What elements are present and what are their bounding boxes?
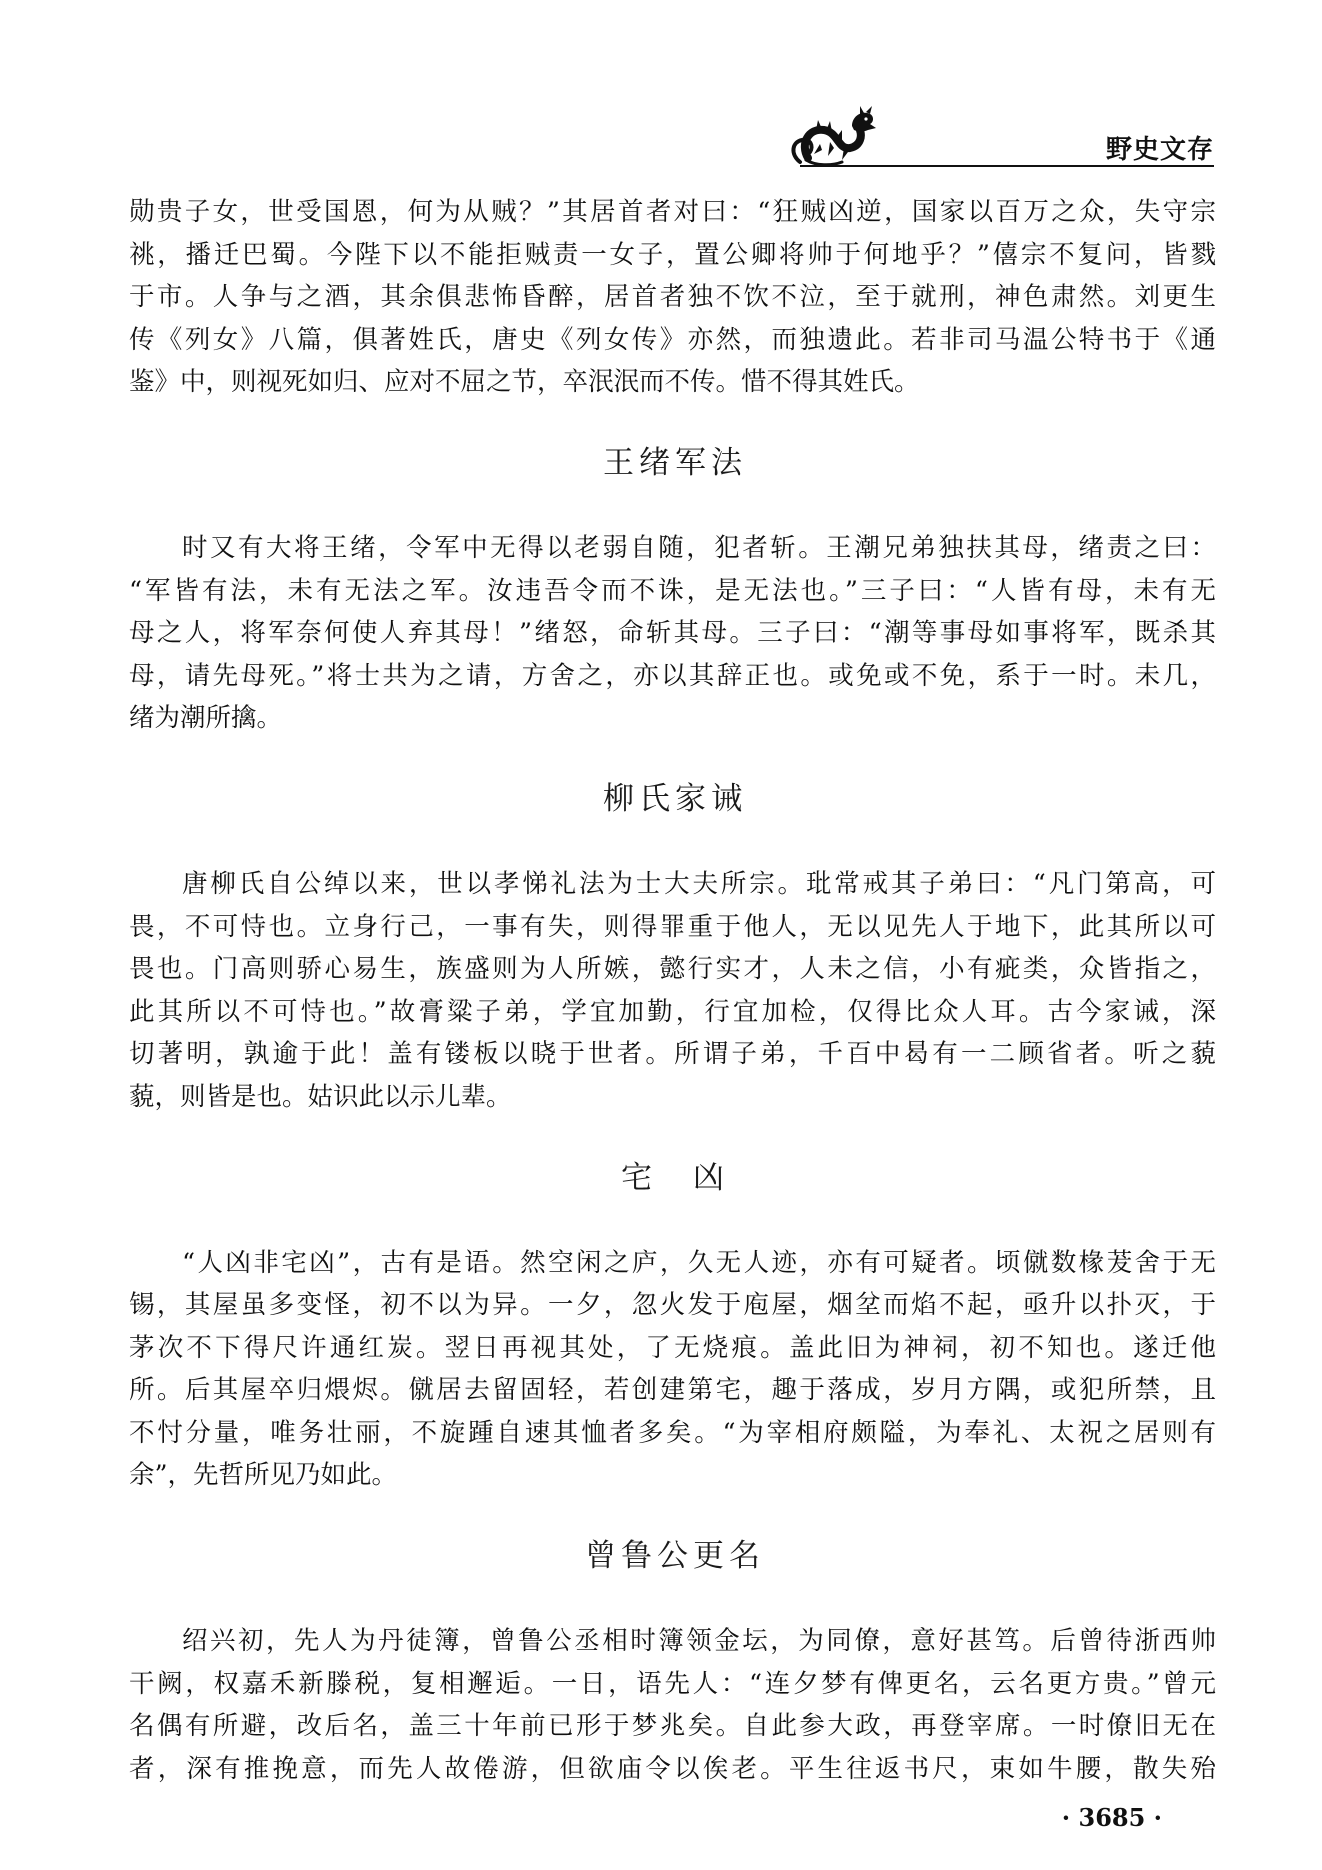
text-line: 鉴》中，则视死如归、应对不屈之节，卒泯泯而不传。惜不得其姓氏。 xyxy=(129,367,920,397)
text-line: 唐柳氏自公绰以来，世以孝悌礼法为士大夫所宗。玭常戒其子弟曰：“凡门第高，可 xyxy=(182,869,1216,899)
text-line: 畏，不可恃也。立身行己，一事有失，则得罪重于他人，无以见先人于地下，此其所以可 xyxy=(129,911,1216,942)
article-section xyxy=(129,191,1216,404)
page-number: · 3685 · xyxy=(1061,1803,1162,1832)
text-line: 茅次不下得尺许通红炭。翌日再视其处，了无烧痕。盖此旧为神祠，初不知也。遂迁他 xyxy=(129,1332,1216,1363)
text-line: 于市。人争与之酒，其余俱悲怖昏醉，居首者独不饮不泣，至于就刑，神色肃然。刘更生 xyxy=(129,282,1216,312)
article-section xyxy=(129,1535,1216,1790)
text-line: 所。后其屋卒归煨烬。僦居去留固轻，若创建第宅，趣于落成，岁月方隅，或犯所禁，且 xyxy=(129,1375,1216,1405)
text-line: 畏也。门高则骄心易生，族盛则为人所嫉，懿行实才，人未之信，小有疵类，众皆指之， xyxy=(129,954,1216,984)
section-title: 柳氏家诫 xyxy=(603,781,747,817)
article-body xyxy=(129,191,1216,1790)
text-line: 母之人，将军奈何使人弃其母！”绪怒，命斩其母。三子曰：“潮等事母如事将军，既杀其 xyxy=(129,618,1216,648)
text-line: “军皆有法，未有无法之军。汝违吾令而不诛，是无法也。”三子曰：“人皆有母，未有无 xyxy=(129,575,1216,606)
text-line: 母，请先母死。”将士共为之请，方舍之，亦以其辞正也。或免或不免，系于一时。未几， xyxy=(129,660,1216,691)
text-line: 祧，播迁巴蜀。今陛下以不能拒贼责一女子，置公卿将帅于何地乎？”僖宗不复问，皆戮 xyxy=(129,239,1216,270)
text-line: 绍兴初，先人为丹徒簿，曾鲁公丞相时簿领金坛，为同僚，意好甚笃。后曾待浙西帅 xyxy=(182,1626,1216,1656)
text-line: 勋贵子女，世受国恩，何为从贼？”其居首者对曰：“狂贼凶逆，国家以百万之众，失守宗 xyxy=(129,197,1216,227)
article-section xyxy=(129,1157,1216,1497)
running-header-title: 野史文存 xyxy=(1105,135,1214,165)
text-line: 名偶有所避，改后名，盖三十年前已形于梦兆矣。自此参大政，再登宰席。一时僚旧无在 xyxy=(129,1711,1216,1741)
text-line: “人凶非宅凶”，古有是语。然空闲之庐，久无人迹，亦有可疑者。顷僦数椽茇舍于无 xyxy=(182,1247,1216,1278)
text-line: 锡，其屋虽多变怪，初不以为异。一夕，忽火发于庖屋，烟坌而焰不起，亟升以扑灭，于 xyxy=(129,1290,1216,1320)
section-title: 王绪军法 xyxy=(603,445,747,481)
text-line: 干阙，权嘉禾新滕税，复相邂逅。一日，语先人：“连夕梦有俾更名，云名更方贵。”曾元 xyxy=(129,1668,1216,1699)
text-line: 藐，则皆是也。姑识此以示儿辈。 xyxy=(129,1081,512,1112)
text-line: 余”，先哲所见乃如此。 xyxy=(129,1460,398,1490)
text-line: 切著明，孰逾于此！盖有镂板以晓于世者。所谓子弟，千百中曷有一二顾省者。听之藐 xyxy=(129,1039,1216,1069)
text-line: 者，深有推挽意，而先人故倦游，但欲庙令以俟老。平生往返书尺，束如牛腰，散失殆 xyxy=(129,1753,1216,1784)
section-title: 曾鲁公更名 xyxy=(585,1538,765,1574)
text-line: 时又有大将王绪，令军中无得以老弱自随，犯者斩。王潮兄弟独扶其母，绪责之曰： xyxy=(182,533,1216,563)
section-title: 宅 凶 xyxy=(621,1159,729,1196)
text-line: 绪为潮所擒。 xyxy=(129,703,283,733)
text-line: 此其所以不可恃也。”故膏粱子弟，学宜加勤，行宜加检，仅得比众人耳。古今家诫，深 xyxy=(129,996,1216,1027)
text-line: 不忖分量，唯务壮丽，不旋踵自速其恤者多矣。“为宰相府颇隘，为奉礼、太祝之居则有 xyxy=(129,1417,1216,1448)
article-section xyxy=(129,778,1216,1118)
text-line: 传《列女》八篇，俱著姓氏，唐史《列女传》亦然，而独遗此。若非司马温公特书于《通 xyxy=(129,324,1216,355)
article-section xyxy=(129,442,1216,740)
